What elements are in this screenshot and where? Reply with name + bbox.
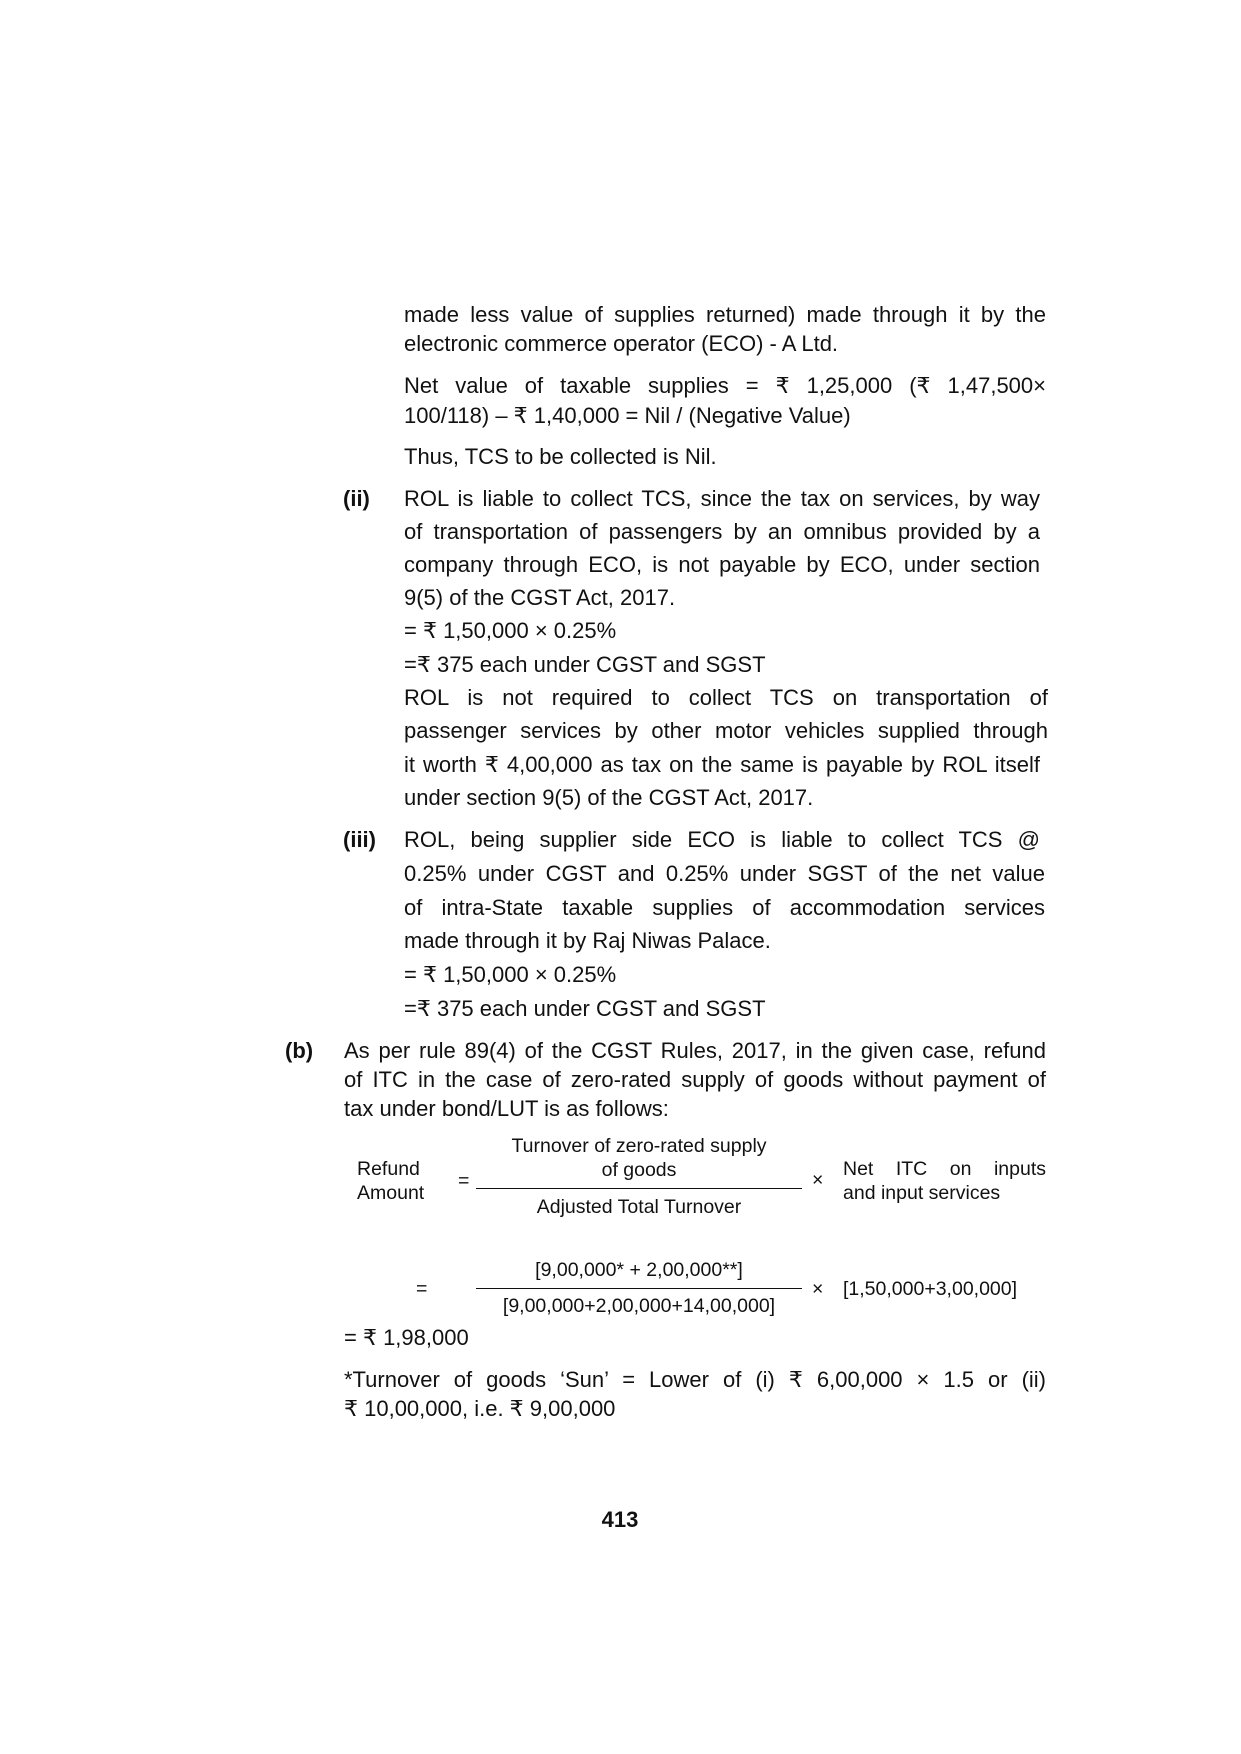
- part-b-label: (b): [285, 1038, 314, 1063]
- item-ii-calc: = ₹ 1,50,000 × 0.25%: [404, 618, 617, 643]
- formula-rhs: Net ITC on inputs: [843, 1158, 1046, 1180]
- net-value-line: Net value of taxable supplies = ₹ 1,25,000 (₹ 1,47,500×: [404, 373, 1046, 398]
- item-ii-calc: =₹ 375 each under CGST and SGST: [404, 652, 766, 677]
- intro-line: electronic commerce operator (ECO) - A Ltd.: [404, 331, 839, 356]
- calc-rhs: [1,50,000+3,00,000]: [843, 1278, 1018, 1300]
- item-ii-note: ROL is not required to collect TCS on transportation of: [404, 685, 1048, 710]
- item-iii-line: ROL, being supplier side ECO is liable to collect TCS @: [404, 827, 1040, 852]
- formula-denominator: Adjusted Total Turnover: [536, 1196, 742, 1218]
- item-iii-line: of intra-State taxable supplies of accommodation services: [404, 895, 1045, 920]
- formula-numerator: of goods: [601, 1159, 677, 1181]
- item-ii-label: (ii): [343, 486, 370, 511]
- formula-numerator: Turnover of zero-rated supply: [511, 1135, 767, 1157]
- item-ii-note: under section 9(5) of the CGST Act, 2017.: [404, 785, 814, 810]
- item-iii-label: (iii): [343, 827, 376, 852]
- item-ii-line: of transportation of passengers by an omnibus provided by a: [404, 519, 1040, 544]
- fraction-bar: [476, 1188, 802, 1189]
- item-ii-line: ROL is liable to collect TCS, since the tax on services, by way: [404, 486, 1040, 511]
- calc-times: ×: [812, 1278, 824, 1300]
- calc-equals: =: [416, 1278, 428, 1300]
- refund-result: = ₹ 1,98,000: [344, 1325, 469, 1350]
- tcs-nil-statement: Thus, TCS to be collected is Nil.: [404, 444, 717, 469]
- item-ii-line: 9(5) of the CGST Act, 2017.: [404, 585, 676, 610]
- item-iii-calc: = ₹ 1,50,000 × 0.25%: [404, 962, 617, 987]
- page-number: 413: [601, 1507, 639, 1532]
- part-b-line: tax under bond/LUT is as follows:: [344, 1096, 669, 1121]
- footnote-line: ₹ 10,00,000, i.e. ₹ 9,00,000: [344, 1396, 616, 1421]
- calc-denominator: [9,00,000+2,00,000+14,00,000]: [502, 1295, 776, 1317]
- item-ii-note: it worth ₹ 4,00,000 as tax on the same is payable by ROL itself: [404, 752, 1040, 777]
- item-iii-line: made through it by Raj Niwas Palace.: [404, 928, 771, 953]
- fraction-bar: [476, 1288, 802, 1289]
- footnote-line: *Turnover of goods ‘Sun’ = Lower of (i) ₹ 6,00,000 × 1.5 or (ii): [344, 1367, 1046, 1392]
- calc-numerator: [9,00,000* + 2,00,000**]: [535, 1259, 743, 1281]
- formula-lhs: Refund: [357, 1158, 420, 1180]
- item-ii-note: passenger services by other motor vehicles supplied through: [404, 718, 1048, 743]
- formula-equals: =: [458, 1170, 470, 1192]
- net-value-line: 100/118) – ₹ 1,40,000 = Nil / (Negative Value): [404, 403, 851, 428]
- part-b-line: of ITC in the case of zero-rated supply of goods without payment of: [344, 1067, 1046, 1092]
- item-iii-line: 0.25% under CGST and 0.25% under SGST of the net value: [404, 861, 1045, 886]
- item-ii-line: company through ECO, is not payable by ECO, under section: [404, 552, 1040, 577]
- formula-lhs: Amount: [357, 1182, 425, 1204]
- formula-times: ×: [812, 1169, 824, 1191]
- part-b-line: As per rule 89(4) of the CGST Rules, 2017, in the given case, refund: [344, 1038, 1046, 1063]
- intro-line: made less value of supplies returned) made through it by the: [404, 302, 1046, 327]
- item-iii-calc: =₹ 375 each under CGST and SGST: [404, 996, 766, 1021]
- formula-rhs: and input services: [843, 1182, 1001, 1204]
